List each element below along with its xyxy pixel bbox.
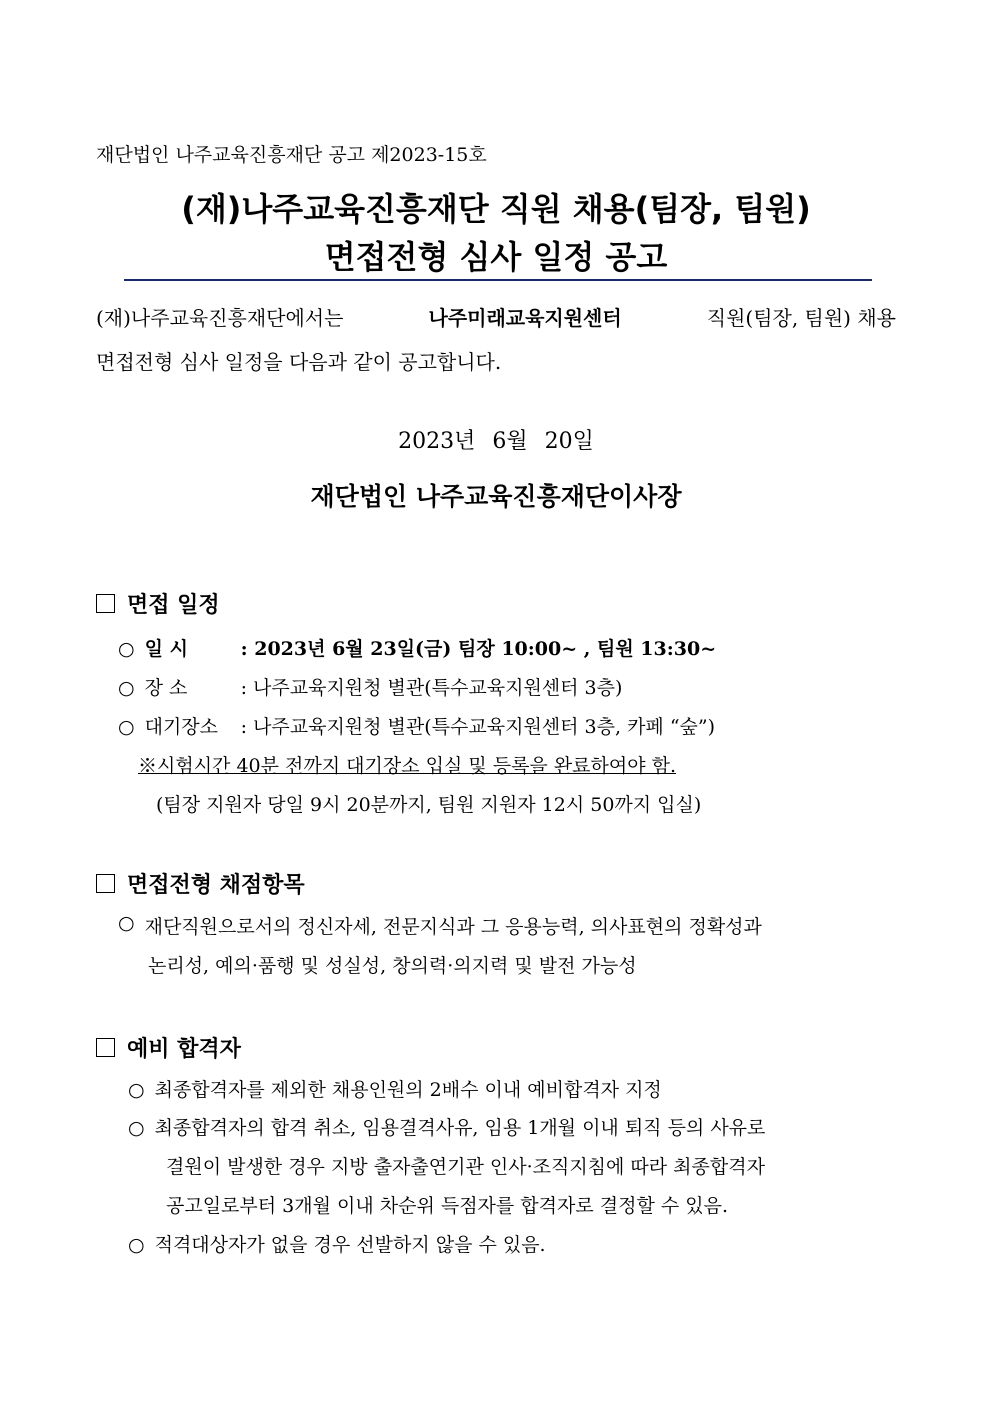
section-heading-text: 면접 일정 <box>127 592 220 618</box>
reserve-item-1 <box>128 1075 662 1102</box>
section-scoring-heading <box>96 868 305 899</box>
intro-line-2: 면접전형 심사 일정을 다음과 같이 공고합니다. <box>96 350 502 374</box>
waiting-label: 대기장소 <box>144 716 219 738</box>
section-heading-text: 예비 합격자 <box>127 1036 241 1062</box>
intro-line-1 <box>96 302 896 331</box>
schedule-waiting-row <box>118 712 715 739</box>
reserve-text-3: 적격대상자가 없을 경우 선발하지 않을 수 있음. <box>154 1234 546 1256</box>
checkbox-square-icon <box>96 874 115 893</box>
scoring-line-2: 논리성, 예의·품행 및 성실성, 창의력·의지력 및 발전 가능성 <box>148 955 637 977</box>
schedule-place-row <box>118 673 622 700</box>
reserve-text-2-line-1: 최종합격자의 합격 취소, 임용결격사유, 임용 1개월 이내 퇴직 등의 사유로 <box>154 1117 766 1139</box>
time-label: 일 시 <box>144 638 188 660</box>
reserve-text-2-line-3: 공고일로부터 3개월 이내 차순위 득점자를 합격자로 결정할 수 있음. <box>166 1195 729 1217</box>
notice-number: 재단법인 나주교육진흥재단 공고 제2023-15호 <box>96 144 487 166</box>
issuer-name: 재단법인 나주교육진흥재단이사장 <box>310 482 682 511</box>
schedule-time-row <box>118 634 716 661</box>
circle-bullet-icon: ○ <box>128 1117 145 1139</box>
reserve-text-1: 최종합격자를 제외한 채용인원의 2배수 이내 예비합격자 지정 <box>154 1079 662 1101</box>
intro-center-name: 나주미래교육지원센터 <box>428 306 622 330</box>
circle-bullet-icon: ○ <box>118 677 135 699</box>
place-label: 장 소 <box>144 677 188 699</box>
time-value: : 2023년 6월 23일(금) 팀장 10:00~ , 팀원 13:30~ <box>240 638 717 660</box>
arrival-note: ※시험시간 40분 전까지 대기장소 입실 및 등록을 완료하여야 함. <box>138 755 677 777</box>
checkbox-square-icon <box>96 594 115 613</box>
arrival-note-detail: (팀장 지원자 당일 9시 20분까지, 팀원 지원자 12시 50까지 입실) <box>156 794 702 816</box>
reserve-text-2-line-2: 결원이 발생한 경우 지방 출자출연기관 인사·조직지침에 따라 최종합격자 <box>166 1156 765 1178</box>
intro-part-3: 직원(팀장, 팀원) 채용 <box>706 306 896 330</box>
scoring-line-1 <box>118 912 896 939</box>
waiting-value: : 나주교육지원청 별관(특수교육지원센터 3층, 카페 “숲”) <box>240 716 716 738</box>
title-line-1: (재)나주교육진흥재단 직원 채용(팀장, 팀원) <box>181 190 811 228</box>
reserve-item-3 <box>128 1230 546 1257</box>
circle-bullet-icon: ○ <box>118 638 135 660</box>
circle-bullet-icon: ○ <box>128 1234 145 1256</box>
reserve-item-2 <box>128 1113 765 1140</box>
circle-bullet-icon: ○ <box>128 1079 145 1101</box>
title-underline <box>124 279 872 281</box>
intro-part-1: (재)나주교육진흥재단에서는 <box>96 306 344 330</box>
section-interview-schedule-heading <box>96 588 220 619</box>
circle-bullet-icon: ○ <box>118 716 135 738</box>
place-value: : 나주교육지원청 별관(특수교육지원센터 3층) <box>240 677 623 699</box>
circle-bullet-icon: ○ <box>118 912 135 934</box>
checkbox-square-icon <box>96 1038 115 1057</box>
section-heading-text: 면접전형 채점항목 <box>127 872 305 898</box>
announcement-date: 2023년 6월 20일 <box>398 429 594 454</box>
section-reserve-heading <box>96 1032 241 1063</box>
scoring-text-1: 재단직원으로서의 정신자세, 전문지식과 그 응용능력, 의사표현의 정확성과 <box>144 916 762 938</box>
title-line-2: 면접전형 심사 일정 공고 <box>324 238 668 276</box>
